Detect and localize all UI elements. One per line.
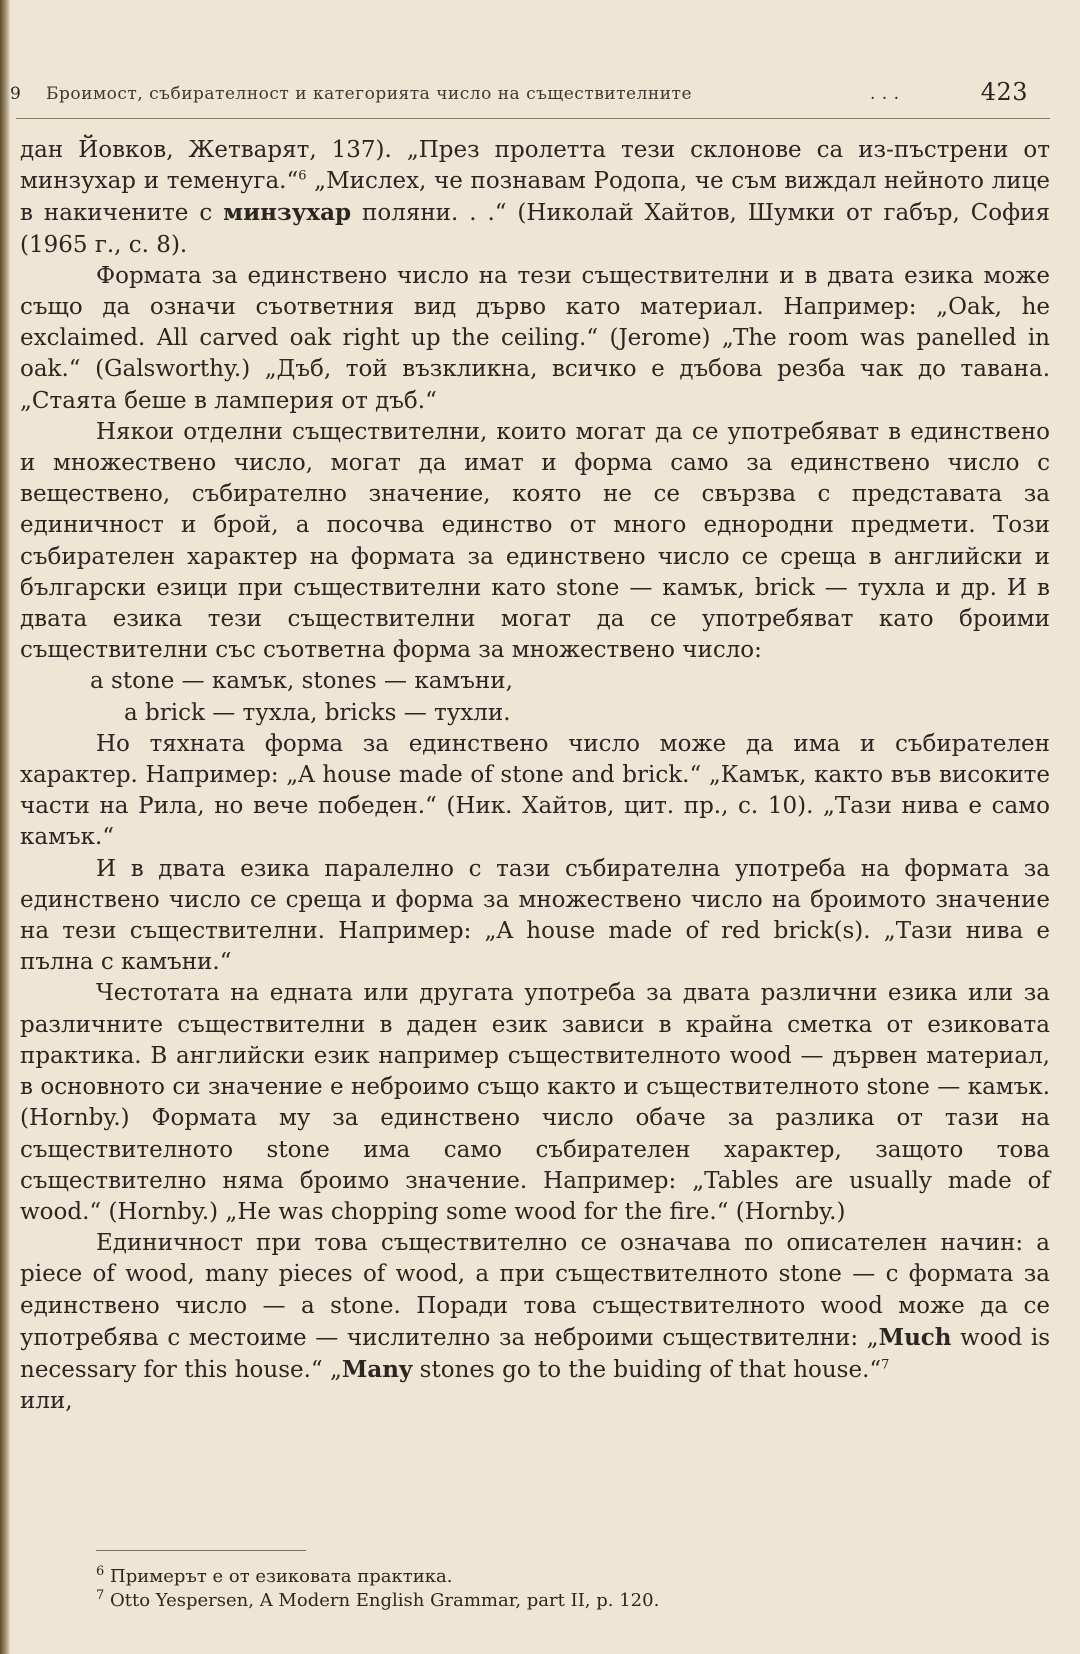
- example-brick: a brick — тухла, bricks — тухли.: [124, 699, 511, 726]
- paragraph-4: Но тяхната форма за единствено число може да има и събирателен характер. Например: „A house made of stone and brick.“ „Камък, както във високите части на Рила, но вече победен.“ (Ник. Хайтов, цит. пр., с. 10). „Тази нива е само камък.“: [20, 730, 1050, 851]
- footnote-ref-6: 6: [298, 168, 307, 184]
- paragraph-7: Единичност при това съществително се означава по описателен начин: a piece of wood, many pieces of wood, а при съществителното stone — с формата за единствено число — a stone. Поради това съществителното wood може да се употребява с местоиме — числително за неброими съществителни: „Much wood is necessary for this house.“ „Many stones go to the buiding of that house.“$^7$: [20, 1230, 1051, 1383]
- page-number: 423: [980, 78, 1028, 106]
- book-page: [10, 78, 1051, 1638]
- bold-many: Many: [341, 1355, 413, 1383]
- bold-term: минзухар: [223, 199, 352, 227]
- paragraph-1: дан Йовков, Жетварят, 137). „През пролетта тези склонове са из-пъстрени от минзухар и теменуга.“$^6$ „Мислех, че познавам Родопа, че съм виждал нейното лице в накичените с минзухар поляни. . .“ (Николай Хайтов, Шумки от габър, София (1965 г., с. 8).: [20, 137, 1050, 258]
- main-text: [20, 135, 1050, 1417]
- paragraph-5: И в двата езика паралелно с тази събирателна употреба на формата за единствено число се среща и форма за множествено число на броимото значение на тези съществителни. Например: „A house made of red brick(s). „Тази нива е пълна с камъни.“: [20, 855, 1050, 976]
- paragraph-6: Честотата на едната или другата употреба за двата различни езика или за различните съществителни в даден език зависи в крайна сметка от езиковата практика. В английски език например съществителното wood — дървен материал, в основното си значение е неброимо също както и съществителното stone — камък. (Hornby.) Формата му за единствено число обаче за разлика от тази на съществителното stone има само събирателен характер, защото това съществително няма броимо значение. Например: „Tables are usually made of wood.“ (Hornby.) „He was chopping some wood for the fire.“ (Hornby.): [20, 980, 1050, 1225]
- footnote-divider: [96, 1550, 306, 1551]
- footnote-ref-7: 7: [881, 1357, 890, 1373]
- header-dots: . . .: [870, 84, 900, 104]
- paragraph-2: Формата за единствено число на тези съществителни и в двата езика може също да означи съответния вид дърво като материал. Например: „Oak, he exclaimed. All carved oak right up the ceiling.“ (Jerome) „The room was panelled in oak.“ (Galsworthy.) „Дъб, той възкликна, всичко е дъбова резба чак до тавана. „Стаята беше в ламперия от дъб.“: [20, 262, 1050, 414]
- bold-much: Much: [878, 1323, 952, 1351]
- footnotes: [96, 1550, 996, 1613]
- section-number: 9: [10, 84, 22, 104]
- running-header: [10, 78, 1050, 119]
- footnote-6: $^6$ Примерът е от езиковата практика.: [96, 1564, 453, 1587]
- running-title: Броимост, събирателност и категорията число на съществителните: [46, 84, 693, 104]
- example-stone: a stone — камък, stones — камъни,: [90, 668, 513, 695]
- book-binding-shadow: [0, 0, 10, 1654]
- paragraph-8: или,: [20, 1388, 73, 1415]
- footnote-7: $^7$ Otto Yespersen, A Modern English Grammar, part II, p. 120.: [96, 1588, 660, 1611]
- paragraph-3: Някои отделни съществителни, които могат да се употребяват в единствено и множествено число, могат да имат и форма само за единствено число с веществено, събирателно значение, която не се свързва с представата за единичност и брой, а посочва единство от много еднородни предмети. Този събирателен характер на формата за единствено число се среща в английски и български езици при съществителни като stone — камък, brick — тухла и др. И в двата езика тези съществителни могат да се употребяват като броими съществителни със съответна форма за множествено число:: [20, 418, 1050, 664]
